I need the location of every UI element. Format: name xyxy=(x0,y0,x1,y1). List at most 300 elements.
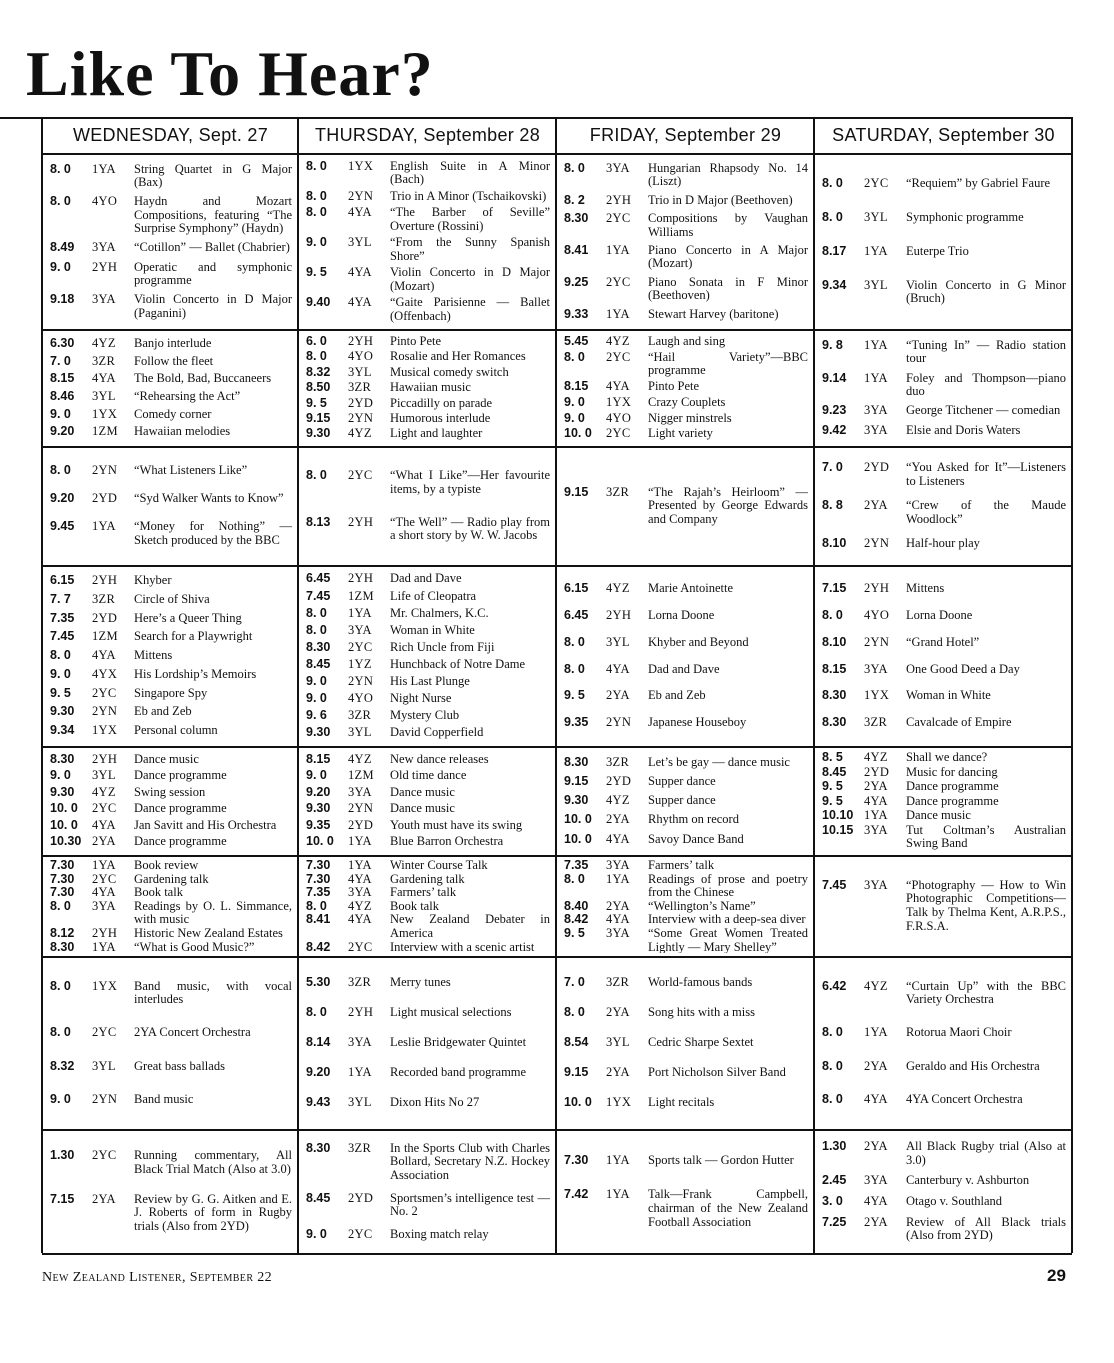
programme-title: Symphonic programme xyxy=(906,210,1024,224)
programme-entry xyxy=(50,886,292,900)
programme-title: “Wellington’s Name” xyxy=(648,898,756,913)
programme-time: 8. 8 xyxy=(822,498,843,513)
station-callsign: 2YC xyxy=(348,468,373,483)
programme-title: “Money for Nothing” — Sketch produced by the BBC xyxy=(134,519,292,547)
programme-title: 4YA Concert Orchestra xyxy=(906,1091,1023,1106)
programme-title: Let’s be gay — dance music xyxy=(648,754,790,769)
programme-time: 5.30 xyxy=(306,975,331,990)
station-callsign: 3YL xyxy=(606,634,630,649)
column-rule xyxy=(813,117,815,1253)
programme-title: Pinto Pete xyxy=(390,333,442,348)
programme-entry xyxy=(306,206,550,233)
programme-entry xyxy=(822,809,1066,823)
programme-entry xyxy=(306,1192,550,1219)
programme-time: 8. 0 xyxy=(564,634,585,649)
programme-title: New Zealand Debater in America xyxy=(390,912,550,940)
programme-time: 9.33 xyxy=(564,306,589,321)
station-callsign: 2YC xyxy=(92,685,117,700)
station-callsign: 2YA xyxy=(864,1058,888,1073)
programme-title: “Gaite Parisienne — Ballet (Offenbach) xyxy=(390,295,550,323)
station-callsign: 4YO xyxy=(606,410,632,425)
page-title: Like To Hear? xyxy=(26,38,434,109)
programme-time: 1.30 xyxy=(50,1148,75,1163)
programme-time: 7.30 xyxy=(50,871,75,886)
programme-entry xyxy=(564,900,808,914)
station-callsign: 2YH xyxy=(92,925,118,940)
station-callsign: 1YA xyxy=(606,242,630,257)
station-callsign: 2YC xyxy=(348,939,373,953)
programme-entry xyxy=(50,337,292,351)
programme-time: 9. 0 xyxy=(306,690,327,705)
station-callsign: 4YA xyxy=(348,295,372,310)
programme-time: 8.30 xyxy=(822,688,847,703)
programme-time: 8.30 xyxy=(822,715,847,730)
programme-entry xyxy=(50,1149,292,1176)
station-callsign: 3YA xyxy=(864,1173,888,1188)
programme-time: 8. 0 xyxy=(822,176,843,191)
station-callsign: 3YA xyxy=(864,422,888,437)
programme-entry xyxy=(564,212,808,239)
programme-time: 7.35 xyxy=(564,859,589,872)
station-callsign: 4YA xyxy=(864,1194,888,1209)
station-callsign: 4YA xyxy=(606,831,630,846)
programme-title: Gardening talk xyxy=(134,871,209,886)
programme-entry xyxy=(50,408,292,422)
programme-entry xyxy=(564,412,808,426)
programme-entry xyxy=(822,537,1066,551)
programme-time: 8. 0 xyxy=(564,661,585,676)
station-callsign: 1YA xyxy=(606,871,630,886)
programme-title: Swing session xyxy=(134,784,206,799)
programme-time: 9.18 xyxy=(50,292,75,307)
programme-cell xyxy=(564,569,808,743)
programme-entry xyxy=(822,879,1066,933)
station-callsign: 4YA xyxy=(606,661,630,676)
programme-entry xyxy=(50,687,292,701)
station-callsign: 4YO xyxy=(348,690,374,705)
programme-time: 7.30 xyxy=(306,871,331,886)
programme-time: 7.15 xyxy=(50,1191,75,1206)
station-callsign: 1YA xyxy=(864,243,888,258)
programme-entry xyxy=(306,624,550,638)
station-callsign: 3ZR xyxy=(606,484,630,499)
programme-title: Lorna Doone xyxy=(648,608,715,622)
programme-entry xyxy=(306,786,550,800)
programme-time: 10.10 xyxy=(822,808,854,823)
station-callsign: 4YA xyxy=(92,371,116,386)
programme-entry xyxy=(306,1036,550,1050)
programme-time: 8. 0 xyxy=(822,608,843,622)
station-callsign: 2YD xyxy=(348,1190,374,1205)
station-callsign: 4YA xyxy=(348,912,372,927)
programme-title: Merry tunes xyxy=(390,975,451,990)
programme-cell xyxy=(564,450,808,562)
station-callsign: 3ZR xyxy=(606,975,630,990)
programme-time: 8.10 xyxy=(822,536,847,551)
day-header: THURSDAY, September 28 xyxy=(300,117,555,155)
programme-title: Compositions by Vaughan Williams xyxy=(648,210,808,239)
station-callsign: 1ZM xyxy=(348,768,374,783)
programme-title: Light variety xyxy=(648,426,713,441)
programme-entry xyxy=(564,1066,808,1080)
programme-time: 9.30 xyxy=(50,704,75,719)
station-callsign: 2YA xyxy=(92,834,116,849)
programme-entry xyxy=(50,668,292,682)
programme-title: Musical comedy switch xyxy=(390,364,509,379)
programme-time: 9. 5 xyxy=(306,395,327,410)
programme-title: Otago v. Southland xyxy=(906,1194,1003,1209)
programme-title: Eb and Zeb xyxy=(648,688,706,703)
programme-entry xyxy=(822,689,1066,703)
station-callsign: 3YA xyxy=(348,1035,372,1050)
programme-entry xyxy=(306,873,550,887)
programme-time: 9.45 xyxy=(50,519,75,534)
programme-entry xyxy=(822,824,1066,851)
programme-time: 8. 0 xyxy=(822,1091,843,1106)
station-callsign: 3YL xyxy=(92,389,116,404)
programme-time: 8. 0 xyxy=(50,898,71,913)
programme-title: “What Listeners Like” xyxy=(134,463,248,478)
programme-title: Light musical selections xyxy=(390,1005,512,1020)
programme-time: 10. 0 xyxy=(50,817,78,832)
programme-entry xyxy=(50,724,292,738)
programme-entry xyxy=(564,813,808,827)
programme-time: 8.54 xyxy=(564,1035,589,1050)
programme-entry xyxy=(306,427,550,441)
programme-title: Shall we dance? xyxy=(906,750,988,764)
station-callsign: 3YL xyxy=(348,364,372,379)
programme-time: 8.13 xyxy=(306,514,331,529)
programme-time: 8. 0 xyxy=(306,468,327,483)
programme-time: 9. 0 xyxy=(50,1091,71,1106)
programme-title: Sports talk — Gordon Hutter xyxy=(648,1152,794,1167)
column-rule xyxy=(1071,117,1073,1253)
station-callsign: 2YD xyxy=(92,491,118,506)
programme-time: 8. 0 xyxy=(822,1058,843,1073)
programme-title: Blue Barron Orchestra xyxy=(390,834,504,849)
programme-entry xyxy=(306,266,550,293)
programme-cell xyxy=(50,750,292,852)
programme-cell xyxy=(564,333,808,443)
programme-time: 8.15 xyxy=(50,371,75,386)
station-callsign: 2YH xyxy=(348,571,374,586)
station-callsign: 3YL xyxy=(348,1095,372,1110)
station-callsign: 1YA xyxy=(864,1025,888,1040)
programme-entry xyxy=(306,590,550,604)
programme-title: Boxing match relay xyxy=(390,1226,489,1241)
programme-title: Singapore Spy xyxy=(134,685,208,700)
station-callsign: 3YL xyxy=(864,210,888,224)
programme-cell xyxy=(50,569,292,743)
programme-entry xyxy=(50,492,292,506)
station-callsign: 4YA xyxy=(348,265,372,280)
programme-time: 9.20 xyxy=(306,784,331,799)
programme-title: English Suite in A Minor (Bach) xyxy=(390,158,550,187)
programme-time: 8.17 xyxy=(822,243,847,258)
programme-entry xyxy=(564,1096,808,1110)
station-callsign: 2YH xyxy=(606,192,632,207)
programme-title: Circle of Shiva xyxy=(134,591,210,606)
programme-time: 9. 5 xyxy=(822,793,843,808)
station-callsign: 1YX xyxy=(606,394,632,409)
programme-title: “Cotillon” — Ballet (Chabrier) xyxy=(134,240,290,255)
programme-time: 8.30 xyxy=(50,939,75,953)
programme-cell xyxy=(564,859,808,953)
programme-entry xyxy=(50,261,292,288)
station-callsign: 4YX xyxy=(92,666,118,681)
programme-time: 7. 0 xyxy=(564,975,585,990)
programme-time: 6. 0 xyxy=(306,333,327,348)
programme-time: 9.43 xyxy=(306,1095,331,1110)
programme-entry xyxy=(564,194,808,208)
programme-entry xyxy=(822,780,1066,794)
programme-title: Dad and Dave xyxy=(648,661,720,676)
station-callsign: 4YZ xyxy=(92,336,116,351)
station-callsign: 2YC xyxy=(348,639,373,654)
programme-title: Review by G. G. Aitken and E. J. Roberts of form in Rugby trials (Also from 2YD) xyxy=(134,1191,292,1234)
programme-entry xyxy=(822,177,1066,191)
row-rule xyxy=(42,746,1072,748)
programme-cell xyxy=(822,1133,1066,1250)
programme-entry xyxy=(306,913,550,940)
programme-title: His Lordship’s Memoirs xyxy=(134,666,257,681)
programme-time: 7.35 xyxy=(50,610,75,625)
programme-cell xyxy=(306,157,550,326)
programme-title: Review of All Black trials (Also from 2YD) xyxy=(906,1214,1066,1243)
station-callsign: 2YN xyxy=(348,673,374,688)
programme-time: 9. 0 xyxy=(306,673,327,688)
programme-title: Book review xyxy=(134,859,199,872)
programme-entry xyxy=(50,835,292,849)
programme-time: 3. 0 xyxy=(822,1194,843,1209)
programme-entry xyxy=(50,390,292,404)
programme-title: Foley and Thompson—piano duo xyxy=(906,370,1066,399)
programme-entry xyxy=(50,520,292,547)
station-callsign: 1YZ xyxy=(348,656,372,671)
programme-time: 8. 0 xyxy=(306,1005,327,1020)
station-callsign: 1YA xyxy=(864,337,888,352)
programme-title: Song hits with a miss xyxy=(648,1005,755,1020)
programme-cell xyxy=(306,569,550,743)
station-callsign: 2YH xyxy=(348,333,374,348)
programme-entry xyxy=(822,609,1066,623)
programme-time: 7. 0 xyxy=(822,460,843,474)
programme-time: 9. 0 xyxy=(50,406,71,421)
programme-time: 8.15 xyxy=(564,379,589,394)
station-callsign: 1YA xyxy=(606,1187,630,1202)
programme-time: 8. 0 xyxy=(822,1025,843,1040)
station-callsign: 2YA xyxy=(864,779,888,794)
station-callsign: 2YC xyxy=(348,1226,373,1241)
programme-entry xyxy=(306,572,550,586)
programme-title: “You Asked for It”—Listeners to Listeners xyxy=(906,460,1066,488)
programme-cell xyxy=(306,960,550,1126)
programme-title: “Tuning In” — Radio station tour xyxy=(906,337,1066,366)
station-callsign: 4YZ xyxy=(348,751,372,766)
programme-entry xyxy=(822,1060,1066,1074)
programme-entry xyxy=(564,859,808,873)
programme-title: Historic New Zealand Estates xyxy=(134,925,283,940)
programme-entry xyxy=(50,464,292,478)
programme-entry xyxy=(50,786,292,800)
programme-entry xyxy=(822,766,1066,780)
programme-time: 8. 0 xyxy=(50,463,71,478)
programme-entry xyxy=(50,612,292,626)
programme-title: “Grand Hotel” xyxy=(906,634,980,649)
programme-time: 8. 0 xyxy=(50,161,71,176)
programme-entry xyxy=(50,980,292,1007)
programme-title: Marie Antoinette xyxy=(648,581,734,596)
programme-cell xyxy=(50,157,292,326)
programme-entry xyxy=(564,976,808,990)
station-callsign: 2YN xyxy=(348,188,374,203)
programme-entry xyxy=(822,461,1066,488)
row-rule xyxy=(42,1129,1072,1131)
programme-entry xyxy=(306,412,550,426)
programme-time: 10. 0 xyxy=(50,801,78,816)
programme-entry xyxy=(306,607,550,621)
station-callsign: 2YD xyxy=(348,395,374,410)
programme-title: “Some Great Women Treated Lightly — Mary Shelley” xyxy=(648,925,808,953)
station-callsign: 4YZ xyxy=(606,793,630,808)
programme-entry xyxy=(306,641,550,655)
station-callsign: 3ZR xyxy=(864,715,888,730)
programme-title: Readings by O. L. Simmance, with music xyxy=(134,898,292,927)
programme-time: 8.32 xyxy=(50,1058,75,1073)
station-callsign: 4YZ xyxy=(864,750,888,764)
programme-entry xyxy=(822,1174,1066,1188)
programme-cell xyxy=(822,859,1066,953)
programme-time: 8. 0 xyxy=(306,898,327,913)
programme-title: Elsie and Doris Waters xyxy=(906,422,1021,437)
programme-title: Cedric Sharpe Sextet xyxy=(648,1035,754,1050)
station-callsign: 2YA xyxy=(864,1214,888,1229)
programme-time: 10. 0 xyxy=(306,834,334,849)
programme-time: 9. 0 xyxy=(306,235,327,250)
programme-entry xyxy=(822,716,1066,730)
programme-entry xyxy=(50,593,292,607)
programme-time: 8. 0 xyxy=(50,1025,71,1040)
programme-time: 7.25 xyxy=(822,1214,847,1229)
programme-entry xyxy=(564,396,808,410)
programme-time: 8. 0 xyxy=(564,349,585,364)
programme-entry xyxy=(564,335,808,349)
station-callsign: 1YA xyxy=(92,859,116,872)
station-callsign: 2YD xyxy=(864,460,890,474)
station-callsign: 2YN xyxy=(348,411,374,426)
programme-title: Banjo interlude xyxy=(134,336,212,351)
programme-time: 8. 0 xyxy=(564,160,585,175)
programme-title: Operatic and symphonic programme xyxy=(134,259,292,288)
station-callsign: 2YN xyxy=(92,704,118,719)
programme-title: Khyber xyxy=(134,573,172,588)
programme-entry xyxy=(564,833,808,847)
programme-entry xyxy=(50,163,292,190)
station-callsign: 4YA xyxy=(606,379,630,394)
station-callsign: 1YA xyxy=(864,808,888,823)
programme-entry xyxy=(50,900,292,927)
station-callsign: 3ZR xyxy=(92,591,116,606)
programme-title: Stewart Harvey (baritone) xyxy=(648,306,779,321)
programme-time: 9.34 xyxy=(822,277,847,292)
programme-time: 8. 5 xyxy=(822,750,843,764)
programme-entry xyxy=(306,802,550,816)
station-callsign: 1YX xyxy=(92,978,118,993)
station-callsign: 1ZM xyxy=(348,588,374,603)
station-callsign: 2YH xyxy=(864,581,890,596)
programme-entry xyxy=(822,279,1066,306)
programme-title: Follow the fleet xyxy=(134,353,214,368)
programme-title: Piano Sonata in F Minor (Beethoven) xyxy=(648,274,808,303)
programme-entry xyxy=(822,372,1066,399)
row-rule xyxy=(42,565,1072,567)
station-callsign: 4YA xyxy=(348,871,372,886)
programme-title: Mr. Chalmers, K.C. xyxy=(390,605,489,620)
programme-title: “Rehearsing the Act” xyxy=(134,389,241,404)
programme-entry xyxy=(50,293,292,320)
programme-title: Search for a Playwright xyxy=(134,629,253,644)
programme-title: Jan Savitt and His Orchestra xyxy=(134,817,277,832)
programme-time: 8. 0 xyxy=(564,871,585,886)
programme-entry xyxy=(50,372,292,386)
programme-title: Old time dance xyxy=(390,768,467,783)
programme-title: Port Nicholson Silver Band xyxy=(648,1065,786,1080)
station-callsign: 3YA xyxy=(606,160,630,175)
programme-title: Woman in White xyxy=(390,622,475,637)
programme-time: 8.10 xyxy=(822,634,847,649)
station-callsign: 1YA xyxy=(92,519,116,534)
station-callsign: 4YA xyxy=(92,648,116,663)
programme-cell xyxy=(50,1133,292,1250)
programme-time: 8.30 xyxy=(306,639,331,654)
programme-entry xyxy=(50,649,292,663)
programme-entry xyxy=(50,927,292,941)
programme-title: Trio in A Minor (Tschaikovski) xyxy=(390,188,547,203)
station-callsign: 1YA xyxy=(348,605,372,620)
programme-title: Dad and Dave xyxy=(390,571,462,586)
station-callsign: 4YA xyxy=(92,817,116,832)
station-callsign: 4YZ xyxy=(92,784,116,799)
programme-time: 9.30 xyxy=(50,784,75,799)
programme-entry xyxy=(306,190,550,204)
station-callsign: 2YC xyxy=(92,801,117,816)
programme-title: “Syd Walker Wants to Know” xyxy=(134,491,284,506)
programme-cell xyxy=(564,1133,808,1250)
programme-time: 8.40 xyxy=(564,898,589,913)
programme-time: 10. 0 xyxy=(564,812,592,827)
row-rule xyxy=(42,446,1072,448)
programme-title: Tut Coltman’s Australian Swing Band xyxy=(906,822,1066,851)
programme-cell xyxy=(822,450,1066,562)
programme-entry xyxy=(564,689,808,703)
programme-entry xyxy=(306,296,550,323)
programme-entry xyxy=(306,835,550,849)
programme-entry xyxy=(306,469,550,496)
programme-title: Supper dance xyxy=(648,773,716,788)
programme-cell xyxy=(564,960,808,1126)
programme-time: 8.49 xyxy=(50,240,75,255)
programme-title: Rhythm on record xyxy=(648,812,739,827)
programme-entry xyxy=(564,1036,808,1050)
programme-time: 8. 2 xyxy=(564,192,585,207)
programme-time: 9. 0 xyxy=(306,1226,327,1241)
programme-title: Dance programme xyxy=(134,801,227,816)
programme-title: All Black Rugby trial (Also at 3.0) xyxy=(906,1139,1066,1167)
programme-time: 8.30 xyxy=(306,1140,331,1155)
programme-time: 6.30 xyxy=(50,336,75,351)
station-callsign: 4YA xyxy=(92,885,116,900)
programme-entry xyxy=(822,1216,1066,1243)
